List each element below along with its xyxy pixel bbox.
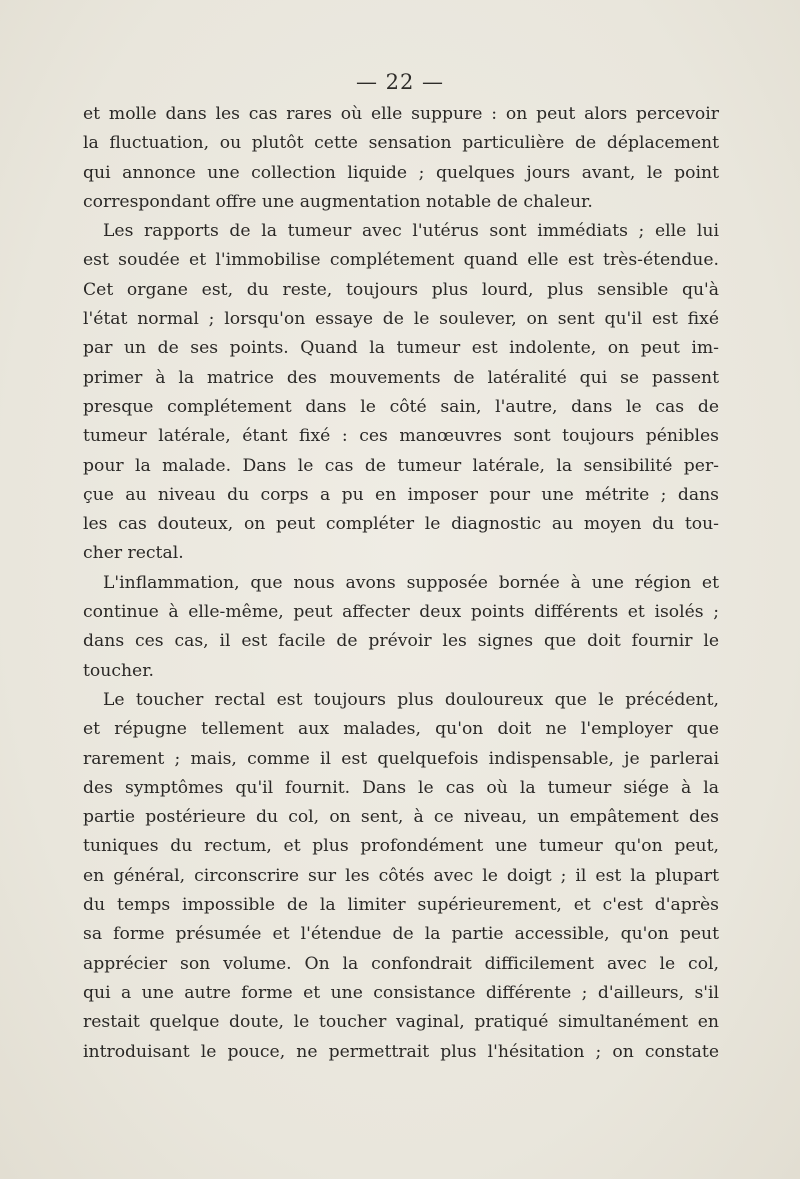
text-line: presque complétement dans le côté sain, l'autre, dans le cas de <box>83 396 719 417</box>
text-line: Les rapports de la tumeur avec l'utérus sont immédiats ; elle lui <box>103 221 719 242</box>
text-line: correspondant offre une augmentation notable de chaleur. <box>83 191 593 212</box>
text-line: sa forme présumée et l'étendue de la partie accessible, qu'on peut <box>83 924 719 945</box>
paragraph <box>83 100 719 217</box>
text-line: dans ces cas, il est facile de prévoir les signes que doit fournir le <box>83 631 719 652</box>
text-line: Le toucher rectal est toujours plus douloureux que le précédent, <box>103 689 719 710</box>
paragraph <box>83 686 719 1067</box>
page-number: — 22 — <box>355 70 445 94</box>
text-line: partie postérieure du col, on sent, à ce niveau, un empâtement des <box>83 807 719 828</box>
text-line: rarement ; mais, comme il est quelquefois indispensable, je parlerai <box>83 748 719 769</box>
text-line: L'inflammation, que nous avons supposée bornée à une région et <box>103 572 719 593</box>
text-line: apprécier son volume. On la confondrait difficilement avec le col, <box>83 953 719 974</box>
text-line: pour la malade. Dans le cas de tumeur latérale, la sensibilité per- <box>83 455 719 476</box>
text-line: restait quelque doute, le toucher vaginal, pratiqué simultanément en <box>83 1012 719 1033</box>
text-line: l'état normal ; lorsqu'on essaye de le soulever, on sent qu'il est fixé <box>83 309 719 330</box>
text-line: et molle dans les cas rares où elle suppure : on peut alors percevoir <box>83 104 719 124</box>
text-line: qui a une autre forme et une consistance différente ; d'ailleurs, s'il <box>83 982 719 1003</box>
text-line: est soudée et l'immobilise complétement quand elle est très-étendue. <box>83 250 719 271</box>
text-line: du temps impossible de la limiter supérieurement, et c'est d'après <box>83 895 719 916</box>
text-line: la fluctuation, ou plutôt cette sensation particulière de déplacement <box>83 133 719 154</box>
text-line: qui annonce une collection liquide ; quelques jours avant, le point <box>83 162 719 183</box>
text-line: les cas douteux, on peut compléter le diagnostic au moyen du tou- <box>83 514 719 535</box>
text-line: toucher. <box>83 660 154 681</box>
text-line: Cet organe est, du reste, toujours plus lourd, plus sensible qu'à <box>83 279 719 300</box>
text-line: et répugne tellement aux malades, qu'on doit ne l'employer que <box>83 719 719 740</box>
text-line: tumeur latérale, étant fixé : ces manœuvres sont toujours pénibles <box>83 426 719 447</box>
text-line: des symptômes qu'il fournit. Dans le cas où la tumeur siége à la <box>83 777 719 798</box>
body-text <box>83 100 719 1067</box>
text-line: tuniques du rectum, et plus profondément une tumeur qu'on peut, <box>83 836 719 857</box>
text-line: par un de ses points. Quand la tumeur est indolente, on peut im- <box>83 338 719 359</box>
text-line: primer à la matrice des mouvements de latéralité qui se passent <box>83 367 719 388</box>
text-line: en général, circonscrire sur les côtés avec le doigt ; il est la plupart <box>83 865 719 886</box>
paragraph <box>83 217 719 569</box>
text-line: continue à elle-même, peut affecter deux points différents et isolés ; <box>83 602 719 623</box>
text-line: cher rectal. <box>83 543 184 564</box>
text-line: introduisant le pouce, ne permettrait plus l'hésitation ; on constate <box>83 1041 719 1062</box>
paragraph <box>83 569 719 686</box>
text-line: çue au niveau du corps a pu en imposer pour une métrite ; dans <box>83 484 719 505</box>
